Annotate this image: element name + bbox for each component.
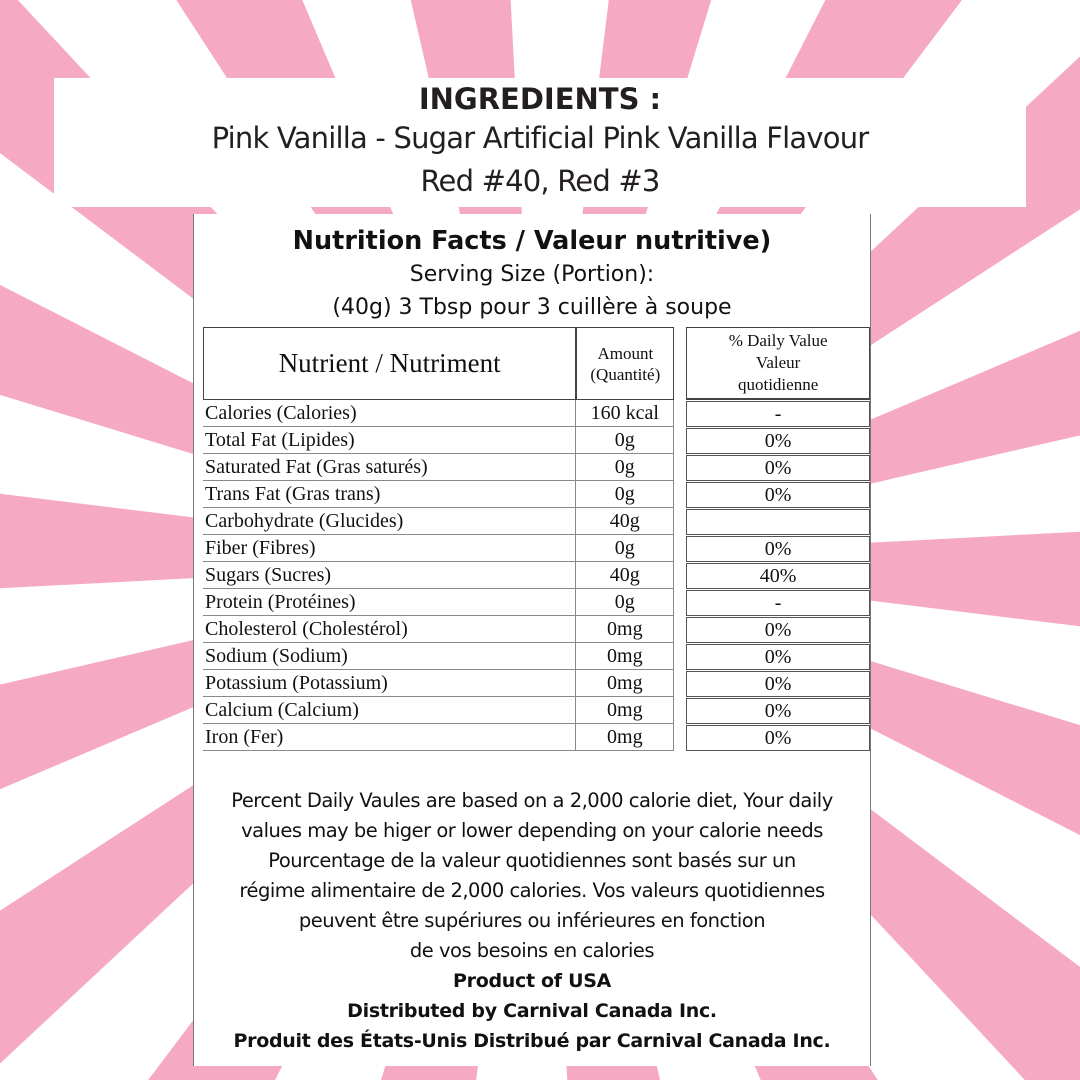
table-row <box>203 724 870 751</box>
serving-size-label: Serving Size (Portion): <box>409 262 655 287</box>
ingredients-panel <box>54 78 1026 207</box>
table-row <box>203 508 870 535</box>
disclaimer-line: peuvent être supériures ou inférieures en fonction <box>298 909 766 932</box>
nutrient-name: Sugars (Sucres) <box>203 562 576 589</box>
nutrient-name: Potassium (Potassium) <box>203 670 576 697</box>
nutrient-daily-value: 0% <box>686 698 870 724</box>
nutrient-daily-value: 0% <box>686 455 870 481</box>
nutrient-name: Iron (Fer) <box>203 724 576 751</box>
nutrient-amount: 0g <box>576 427 674 454</box>
ingredients-line: Red #40, Red #3 <box>420 164 660 198</box>
nutrient-daily-value: - <box>686 401 870 427</box>
nutrient-name: Calcium (Calcium) <box>203 697 576 724</box>
header-dv-line: % Daily Value <box>728 331 828 350</box>
table-row <box>203 643 870 670</box>
nutrient-daily-value: 0% <box>686 482 870 508</box>
table-row <box>203 454 870 481</box>
nutrient-amount: 40g <box>576 508 674 535</box>
table-row <box>203 427 870 454</box>
nutrient-amount: 0mg <box>576 670 674 697</box>
nutrient-name: Protein (Protéines) <box>203 589 576 616</box>
disclaimer-line: Pourcentage de la valeur quotidiennes sont basés sur un <box>268 849 796 872</box>
table-row <box>203 481 870 508</box>
nutrient-daily-value: 0% <box>686 617 870 643</box>
table-row <box>203 535 870 562</box>
nutrient-amount: 0mg <box>576 616 674 643</box>
nutrient-daily-value: 0% <box>686 671 870 697</box>
table-row <box>203 562 870 589</box>
nutrient-daily-value: 0% <box>686 536 870 562</box>
table-row <box>203 616 870 643</box>
nutrient-daily-value: 0% <box>686 428 870 454</box>
nutrient-name: Carbohydrate (Glucides) <box>203 508 576 535</box>
header-amount <box>576 327 674 400</box>
nutrition-footer <box>194 786 870 1056</box>
french-origin-distributor: Produit des États-Unis Distribué par Carnival Canada Inc. <box>233 1030 831 1052</box>
header-dv-line: Valeur <box>755 353 801 372</box>
nutrient-amount: 0g <box>576 454 674 481</box>
header-amount-line: Amount <box>597 343 654 363</box>
nutrient-name: Sodium (Sodium) <box>203 643 576 670</box>
nutrient-amount: 0mg <box>576 643 674 670</box>
nutrient-daily-value: - <box>686 590 870 616</box>
nutrient-name: Trans Fat (Gras trans) <box>203 481 576 508</box>
nutrition-title: Nutrition Facts / Valeur nutritive) <box>292 226 772 256</box>
table-row <box>203 670 870 697</box>
ingredients-title: INGREDIENTS : <box>418 82 662 116</box>
ingredients-line: Pink Vanilla - Sugar Artificial Pink Vanilla Flavour <box>211 121 869 155</box>
nutrient-amount: 0mg <box>576 697 674 724</box>
nutrition-table <box>203 327 870 751</box>
nutrient-amount: 40g <box>576 562 674 589</box>
product-origin: Product of USA <box>453 970 611 992</box>
nutrient-daily-value: 0% <box>686 725 870 751</box>
header-amount-line: (Quantité) <box>590 364 661 384</box>
nutrient-name: Cholesterol (Cholestérol) <box>203 616 576 643</box>
header-nutrient: Nutrient / Nutriment <box>203 327 576 400</box>
table-row <box>203 697 870 724</box>
nutrient-amount: 0g <box>576 589 674 616</box>
nutrient-name: Calories (Calories) <box>203 400 576 427</box>
distributor: Distributed by Carnival Canada Inc. <box>347 1000 717 1022</box>
nutrient-amount: 160 kcal <box>576 400 674 427</box>
nutrient-name: Saturated Fat (Gras saturés) <box>203 454 576 481</box>
header-daily-value <box>686 327 870 400</box>
disclaimer-line: régime alimentaire de 2,000 calories. Vos valeurs quotidiennes <box>239 879 825 902</box>
nutrition-facts-panel <box>193 214 871 1066</box>
table-row <box>203 400 870 427</box>
nutrient-daily-value: 40% <box>686 563 870 589</box>
header-dv-line: quotidienne <box>737 375 819 394</box>
disclaimer-line: values may be higer or lower depending on your calorie needs <box>241 819 823 842</box>
nutrient-name: Total Fat (Lipides) <box>203 427 576 454</box>
nutrient-amount: 0g <box>576 535 674 562</box>
nutrient-daily-value <box>686 509 870 535</box>
serving-size-value: (40g) 3 Tbsp pour 3 cuillère à soupe <box>332 295 732 320</box>
nutrient-amount: 0mg <box>576 724 674 751</box>
nutrient-daily-value: 0% <box>686 644 870 670</box>
nutrient-name: Fiber (Fibres) <box>203 535 576 562</box>
disclaimer-line: Percent Daily Vaules are based on a 2,000 calorie diet, Your daily <box>231 789 833 812</box>
table-row <box>203 589 870 616</box>
disclaimer-line: de vos besoins en calories <box>409 939 655 962</box>
nutrient-amount: 0g <box>576 481 674 508</box>
